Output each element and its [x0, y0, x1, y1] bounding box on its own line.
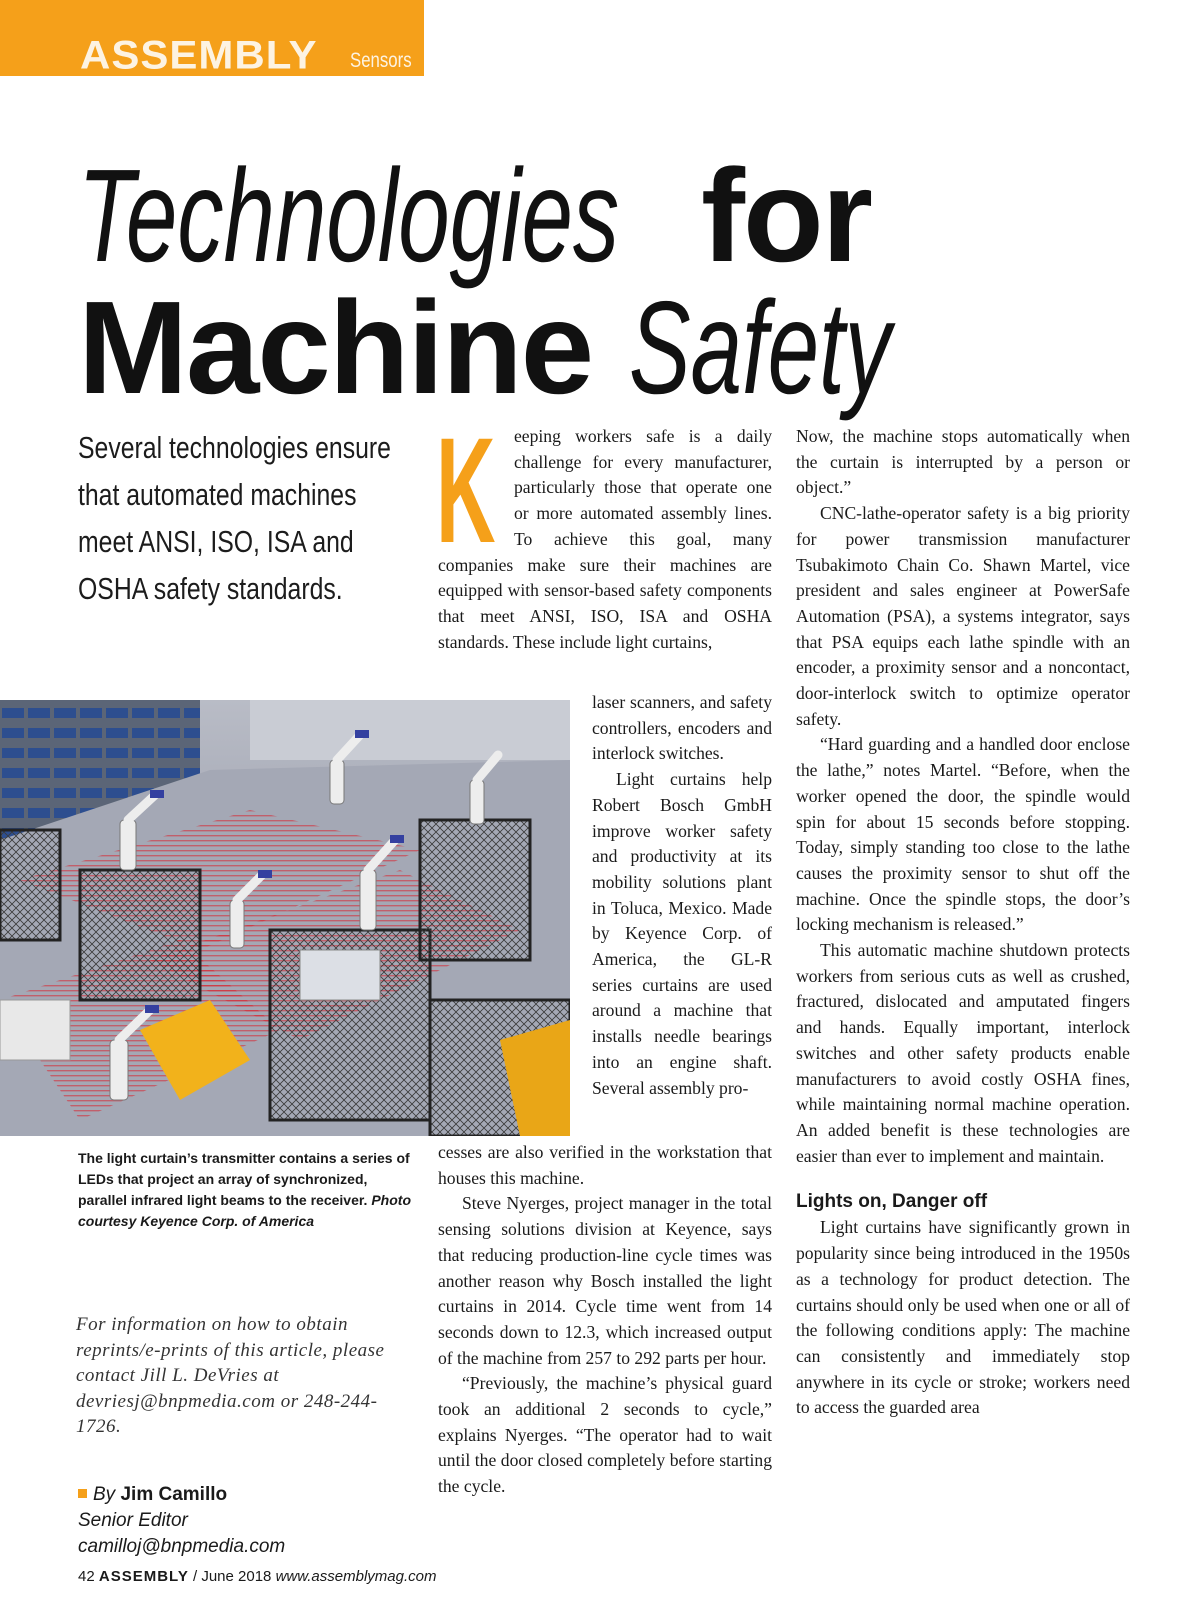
subheading: Lights on, Danger off — [796, 1191, 988, 1213]
body-column-3 — [796, 424, 1130, 1421]
safety-fence — [80, 870, 200, 1000]
body-paragraph: K eeping workers safe is a daily challenge for every manufacturer, particularly those that operate one or more automated assembly lines. To achieve this goal, many companies make sure their machines are equipped with sensor-based safety components that meet ANSI, ISO, ISA and OSHA standards. These include light curtains, — [436, 406, 772, 652]
footer-date: / June 2018 — [193, 1568, 272, 1585]
headline-word-machine: Machine — [78, 274, 593, 421]
body-paragraph: Light curtains have significantly grown in popularity since being introduced in the 1950s as a technology for product detection. The curtains should only be used when one or all of the following conditions apply: The machine can consistently and immediately stop anywhere in its cycle or stroke; workers need to access the guarded area — [796, 1217, 1130, 1418]
reprint-note: For information on how to obtain reprints/e-prints of this article, please contact Jill L. DeVries at devriesj@bnpmedia.com or 248-244-1726. — [76, 1314, 385, 1437]
headline-word-for: for — [701, 142, 872, 289]
factory-illustration — [0, 700, 570, 1136]
body-paragraph: Now, the machine stops automatically when the curtain is interrupted by a person or object.” — [796, 426, 1130, 498]
body-paragraph: Steve Nyerges, project manager in the total sensing solutions division at Keyence, says that reducing production-line cycle times was another reason why Bosch installed the light curtains in 2014. Cycle time went from 14 seconds down to 12.3, which increased output of the machine from 257 to 292 parts per hour. — [438, 1193, 772, 1368]
deck-line: meet ANSI, ISO, ISA and — [78, 524, 354, 559]
page-footer — [78, 1568, 436, 1585]
photo-caption — [78, 1148, 418, 1232]
body-column-2-top — [436, 406, 772, 655]
footer-url[interactable]: www.assemblymag.com — [275, 1568, 437, 1585]
headline-word-technologies: Technologies — [78, 142, 620, 289]
body-paragraph: “Previously, the machine’s physical guard took an additional 2 seconds to cycle,” explains Nyerges. “The operator had to wait until the door closed completely before starting the cycle. — [438, 1373, 772, 1497]
body-paragraph: CNC-lathe-operator safety is a big priority for power transmission manufacturer Tsubakimoto Chain Co. Shawn Martel, vice president and sales engineer at PowerSafe Automation (PSA), a systems integrator, says that PSA equips each lathe spindle with an encoder, a proximity sensor and a noncontact, door-interlock switch to optimize operator safety. — [796, 503, 1130, 729]
body-paragraph: laser scanners, and safety controllers, encoders and interlock switches. — [592, 692, 772, 764]
headline-line-2 — [78, 274, 1003, 421]
footer-magazine: ASSEMBLY — [98, 1568, 189, 1585]
deck — [78, 424, 418, 612]
author-email[interactable]: camilloj@bnpmedia.com — [78, 1536, 286, 1557]
author-name: Jim Camillo — [120, 1484, 228, 1505]
body-paragraph: “Hard guarding and a handled door enclose the lathe,” notes Martel. “Before, when the worker opened the door, the spindle would spin for about 15 seconds before stopping. Today, simply standing too close to the lathe causes the proximity sensor to shut off the machine. Once the spindle stops, the door’s locking mechanism is released.” — [796, 734, 1130, 935]
caption-credit: Photo courtesy Keyence Corp. of America — [78, 1192, 411, 1229]
deck-line: OSHA safety standards. — [78, 571, 343, 606]
headline-line-1 — [78, 142, 872, 289]
drop-cap: K — [436, 406, 496, 574]
body-paragraph: Light curtains help Robert Bosch GmbH improve worker safety and productivity at its mobility solutions plant in Toluca, Mexico. Made by Keyence Corp. of America, the GL-R series curtains are used around a machine that installs needle bearings into an engine shaft. Several assembly pro- — [592, 769, 772, 1098]
body-paragraph: This automatic machine shutdown protects workers from serious cuts as well as crushed, fractured, dislocated and amputated fingers and hands. Equally important, interlock switches and other safety products enable manufacturers to avoid costly OSHA fines, while maintaining normal machine operation. An added benefit is these technologies are easier than ever to implement and maintain. — [796, 940, 1130, 1166]
author-role: Senior Editor — [78, 1510, 188, 1531]
caption-text: The light curtain’s transmitter contains a series of LEDs that project an array of synchronized, parallel infrared light beams to the receiver. — [78, 1150, 410, 1208]
deck-line: that automated machines — [78, 477, 357, 512]
headline-word-safety: Safety — [628, 274, 891, 421]
light-curtain-photo — [0, 700, 570, 1136]
deck-line: Several technologies ensure — [78, 430, 391, 465]
body-column-2-bottom — [438, 1140, 772, 1500]
page-number: 42 — [78, 1568, 95, 1585]
byline-by: By — [93, 1484, 116, 1505]
body-paragraph: cesses are also verified in the workstation that houses this machine. — [438, 1142, 772, 1188]
section-label: ASSEMBLY — [80, 32, 318, 77]
byline — [78, 1482, 285, 1560]
body-column-2-narrow — [592, 690, 772, 1101]
subsection-label: Sensors — [350, 49, 412, 72]
square-bullet-icon — [78, 1489, 87, 1498]
